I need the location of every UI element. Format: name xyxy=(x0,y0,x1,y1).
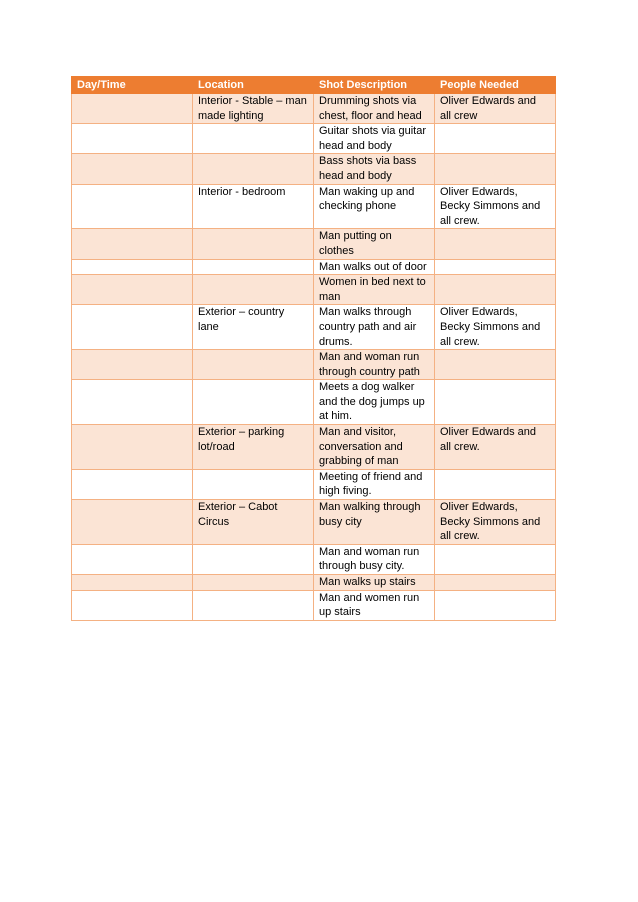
table-row xyxy=(72,124,556,154)
table-row xyxy=(72,500,556,545)
cell-people-needed xyxy=(435,275,556,305)
cell-location xyxy=(193,124,314,154)
header-people-needed: People Needed xyxy=(435,77,556,94)
cell-shot-description: Bass shots via bass head and body xyxy=(314,154,435,184)
table-row xyxy=(72,350,556,380)
cell-day-time xyxy=(72,500,193,545)
cell-location xyxy=(193,544,314,574)
cell-day-time xyxy=(72,124,193,154)
cell-location xyxy=(193,469,314,499)
cell-day-time xyxy=(72,275,193,305)
cell-location xyxy=(193,275,314,305)
cell-day-time xyxy=(72,229,193,259)
cell-people-needed xyxy=(435,229,556,259)
cell-shot-description: Man and visitor, conversation and grabbing of man xyxy=(314,425,435,470)
cell-people-needed xyxy=(435,154,556,184)
table-row xyxy=(72,575,556,591)
header-location: Location xyxy=(193,77,314,94)
cell-day-time xyxy=(72,154,193,184)
table-row xyxy=(72,305,556,350)
cell-people-needed xyxy=(435,259,556,275)
cell-people-needed xyxy=(435,124,556,154)
cell-shot-description: Drumming shots via chest, floor and head xyxy=(314,94,435,124)
cell-shot-description: Guitar shots via guitar head and body xyxy=(314,124,435,154)
cell-people-needed: Oliver Edwards, Becky Simmons and all crew. xyxy=(435,500,556,545)
cell-location xyxy=(193,154,314,184)
cell-day-time xyxy=(72,425,193,470)
cell-location xyxy=(193,229,314,259)
cell-shot-description: Man walks through country path and air drums. xyxy=(314,305,435,350)
cell-day-time xyxy=(72,259,193,275)
cell-location xyxy=(193,350,314,380)
cell-people-needed: Oliver Edwards and all crew xyxy=(435,94,556,124)
cell-shot-description: Man and women run up stairs xyxy=(314,590,435,620)
cell-day-time xyxy=(72,590,193,620)
table-row xyxy=(72,94,556,124)
cell-shot-description: Women in bed next to man xyxy=(314,275,435,305)
cell-location xyxy=(193,380,314,425)
cell-people-needed xyxy=(435,544,556,574)
cell-shot-description: Man walks up stairs xyxy=(314,575,435,591)
table-row xyxy=(72,469,556,499)
cell-people-needed: Oliver Edwards and all crew. xyxy=(435,425,556,470)
cell-day-time xyxy=(72,94,193,124)
shot-list-table xyxy=(71,76,556,621)
cell-people-needed: Oliver Edwards, Becky Simmons and all crew. xyxy=(435,184,556,229)
table-row xyxy=(72,275,556,305)
cell-shot-description: Meeting of friend and high fiving. xyxy=(314,469,435,499)
cell-location: Exterior – parking lot/road xyxy=(193,425,314,470)
table-row xyxy=(72,154,556,184)
cell-location: Exterior – country lane xyxy=(193,305,314,350)
cell-location: Interior - Stable – man made lighting xyxy=(193,94,314,124)
cell-day-time xyxy=(72,469,193,499)
cell-day-time xyxy=(72,305,193,350)
cell-day-time xyxy=(72,544,193,574)
header-shot-description: Shot Description xyxy=(314,77,435,94)
cell-day-time xyxy=(72,350,193,380)
cell-shot-description: Man and woman run through busy city. xyxy=(314,544,435,574)
cell-people-needed xyxy=(435,575,556,591)
cell-shot-description: Man waking up and checking phone xyxy=(314,184,435,229)
cell-shot-description: Man putting on clothes xyxy=(314,229,435,259)
header-day-time: Day/Time xyxy=(72,77,193,94)
table-row xyxy=(72,425,556,470)
cell-people-needed xyxy=(435,350,556,380)
cell-shot-description: Man and woman run through country path xyxy=(314,350,435,380)
cell-location: Exterior – Cabot Circus xyxy=(193,500,314,545)
table-row xyxy=(72,259,556,275)
cell-day-time xyxy=(72,184,193,229)
cell-people-needed xyxy=(435,590,556,620)
table-header-row xyxy=(72,77,556,94)
cell-shot-description: Man walks out of door xyxy=(314,259,435,275)
cell-shot-description: Meets a dog walker and the dog jumps up at him. xyxy=(314,380,435,425)
cell-people-needed xyxy=(435,469,556,499)
cell-people-needed xyxy=(435,380,556,425)
cell-location xyxy=(193,259,314,275)
cell-location xyxy=(193,590,314,620)
cell-day-time xyxy=(72,575,193,591)
cell-people-needed: Oliver Edwards, Becky Simmons and all crew. xyxy=(435,305,556,350)
table-row xyxy=(72,184,556,229)
cell-location xyxy=(193,575,314,591)
table-row xyxy=(72,229,556,259)
table-row xyxy=(72,380,556,425)
table-row xyxy=(72,590,556,620)
table-row xyxy=(72,544,556,574)
cell-location: Interior - bedroom xyxy=(193,184,314,229)
cell-day-time xyxy=(72,380,193,425)
cell-shot-description: Man walking through busy city xyxy=(314,500,435,545)
